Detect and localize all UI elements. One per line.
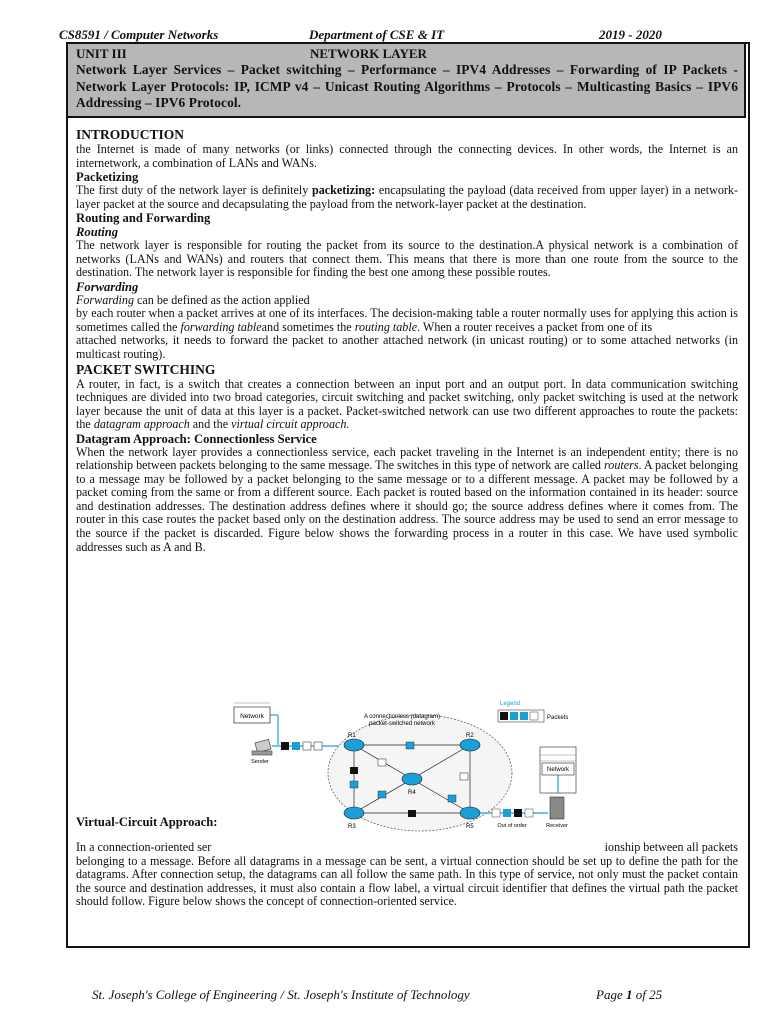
virtual-circuit-heading: Virtual-Circuit Approach: — [76, 814, 218, 829]
text-run: and sometimes the — [261, 319, 355, 334]
datagram-heading: Datagram Approach: Connectionless Service — [76, 431, 317, 446]
router-r1-icon — [344, 739, 364, 751]
packetizing-paragraph — [76, 184, 738, 211]
academic-year: 2019 - 2020 — [599, 27, 662, 42]
legend-label: Packets — [547, 715, 569, 721]
unit-topics: Network Layer Services – Packet switching – Performance – IPV4 Addresses – Forwarding of IP Packets - Network Layer Protocols: IP, ICMP v4 – Unicast Routing Algorithms – Protocols – Multicasting Basics – IPV6 Addressing – IPV6 Protocol. — [76, 62, 738, 110]
text-run: and the — [189, 417, 232, 432]
forwarding-table-term: forwarding table — [180, 319, 262, 334]
forwarding-paragraph-end: attached networks, it needs to forward the packet to another attached network (in unicast routing) or to some attached networks (in multicast routing). — [76, 333, 738, 362]
router-r5-icon — [460, 807, 480, 819]
packet-1 — [378, 759, 386, 766]
vc-first-line — [76, 841, 738, 855]
page-prefix: Page — [596, 987, 626, 1002]
packet-2 — [406, 742, 414, 749]
right-network — [540, 747, 576, 793]
out-of-order-label: Out of order — [497, 823, 527, 829]
router-r4-icon — [402, 773, 422, 785]
legend — [498, 701, 568, 722]
footer-page — [596, 987, 662, 1003]
receiver-computer-icon — [546, 797, 568, 829]
unit-title: NETWORK LAYER — [310, 46, 427, 61]
intro-paragraph: the Internet is made of many networks (or links) connected through the connecting devices. In other words, the Internet is an internetwork, a combination of LANs and WANs. — [76, 142, 738, 170]
receiver-label: Receiver — [546, 823, 568, 829]
text-run: . A packet belonging to a message may be followed by a packet belonging to the same message or to a different message. A packet may be followed by a packet coming from the same or from a different source. Each packet is routed based on the information contained in its header: source and destination addresses. The destination address defines where it should go; the source address defines where it comes from. The router in this case routes the packet based only on the destination address. The source address may be used to send an error message to the source if the packet is discarded. Figure below shows the forwarding process in a router in this case. We have used symbolic addresses such as A and B. — [76, 458, 739, 554]
unit-banner — [66, 42, 746, 118]
routing-table-term: routing table — [354, 319, 418, 334]
text-run: A router, in fact, is a switch that creates a connection between an input port and an output port. In data communication switching techniques are divided into two broad categories, circuit switching and packet switching, only packet switching is used at the network layer because the unit of data at this layer is a packet. Packet-switched network can use two different approaches to route the packets: the — [76, 376, 738, 432]
router-r3-label: R3 — [348, 824, 356, 830]
router-r2-label: R2 — [466, 733, 474, 739]
router-r5-label: R5 — [466, 824, 474, 830]
packet-1 — [314, 742, 322, 750]
text-run: encapsulating the payload (data received from upper layer) in a network-layer packet at the source and decapsulating the payload from the network-layer packet at the destination. — [76, 183, 738, 211]
text-run: can be defined as the action applied — [134, 292, 310, 307]
packet-2 — [525, 809, 533, 817]
text-run: The first duty of the network layer is definitely — [76, 183, 312, 198]
packet-3 — [292, 742, 300, 750]
router-r4-label: R4 — [408, 790, 416, 796]
vc-after: ionship between all packets — [604, 840, 738, 855]
router-r3-icon — [344, 807, 364, 819]
packet-3 — [503, 809, 511, 817]
text-run: . When a router receives a packet from one of its — [417, 319, 653, 334]
packetizing-heading: Packetizing — [76, 170, 139, 185]
packet-2 — [460, 773, 468, 780]
forwarding-term: Forwarding — [76, 292, 135, 307]
router-r2-icon — [460, 739, 480, 751]
unit-number: UNIT III — [76, 46, 127, 61]
packet-4 — [350, 767, 358, 774]
body-text — [76, 127, 738, 554]
virtual-circuit-term: virtual circuit approach. — [231, 417, 350, 432]
forwarding-paragraph — [76, 307, 738, 334]
packet-switching-paragraph — [76, 378, 738, 432]
packet-1 — [492, 809, 500, 817]
incoming-packets — [480, 809, 548, 829]
sender-laptop-icon — [251, 739, 272, 765]
department-name: Department of CSE & IT — [309, 27, 445, 42]
packet-4 — [408, 810, 416, 817]
forwarding-heading: Forwarding — [76, 279, 139, 294]
packet-3 — [350, 781, 358, 788]
legend-title: Legend — [500, 701, 521, 707]
cloud-title-1: A connectionless (datagram) — [363, 714, 441, 720]
routing-forwarding-heading: Routing and Forwarding — [76, 211, 211, 226]
left-network — [234, 703, 278, 745]
router-r1-label: R1 — [348, 733, 356, 739]
packet-3 — [378, 791, 386, 798]
packet-2 — [303, 742, 311, 750]
vc-paragraph: belonging to a message. Before all datagrams in a message can be sent, a virtual connection should be set up to define the path for the datagrams. After connection setup, the datagrams can all follow the same path. In this type of service, not only must the packet contain the source and destination addresses, it must also contain a flow label, a virtual circuit identifier that defines the virtual path the packet should follow. Figure below shows the concept of connection-oriented service. — [76, 853, 738, 909]
datagram-network-figure — [230, 693, 590, 841]
running-header — [59, 27, 679, 43]
routing-heading: Routing — [76, 225, 118, 240]
network-left-label: Network — [240, 713, 264, 720]
datagram-term: datagram approach — [93, 417, 190, 432]
page-number: 1 — [625, 987, 633, 1002]
packet-switching-heading: PACKET SWITCHING — [76, 361, 216, 377]
packet-4 — [281, 742, 289, 750]
datagram-paragraph — [76, 446, 738, 554]
course-name: CS8591 / Computer Networks — [59, 27, 219, 42]
routers-term: routers — [604, 458, 639, 473]
packet-4 — [514, 809, 522, 817]
routing-paragraph: The network layer is responsible for routing the packet from its source to the destination.A physical network is a combination of networks (LANs and WANs) and routers that connect them. This means that there is more than one route from the source to the destination. The network layer is responsible for finding the best one among these possible routes. — [76, 238, 738, 280]
packetizing-term: packetizing: — [311, 183, 376, 198]
footer-college: St. Joseph's College of Engineering / St. Joseph's Institute of Technology — [92, 987, 470, 1002]
text-run: by each router when a packet arrives at one of its interfaces. The decision-making table a router normally uses for applying this action is sometimes called the — [76, 306, 738, 334]
page-suffix: of 25 — [632, 987, 663, 1002]
text-run: When the network layer provides a connectionless service, each packet traveling in the Internet is an independent entity; there is no relationship between packets belonging to the same message. The switches in this type of network are called — [76, 444, 738, 473]
sender-label: Sender — [251, 759, 269, 765]
cloud-title-2: packet-switched network — [369, 721, 435, 727]
vc-start: In a connection-oriented ser — [76, 840, 212, 855]
network-right-label: Network — [546, 767, 570, 773]
packet-3 — [448, 795, 456, 802]
forwarding-line — [76, 294, 738, 308]
intro-heading: INTRODUCTION — [76, 127, 185, 142]
